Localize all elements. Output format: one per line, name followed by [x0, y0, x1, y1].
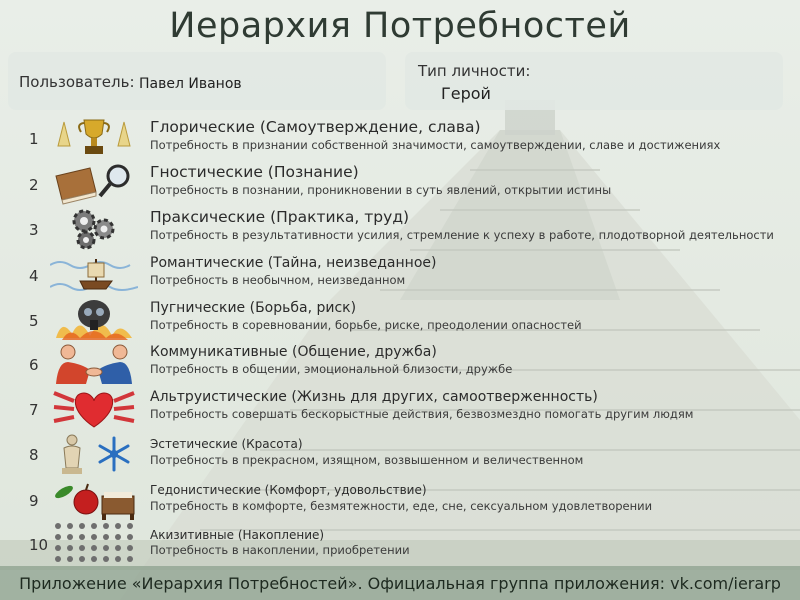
need-description: Потребность в комфорте, безмятежности, еде, сне, сексуальном удовлетворении	[150, 499, 653, 513]
need-number: 1	[29, 130, 39, 148]
need-description: Потребность в признании собственной значимости, самоутверждении, славе и достижениях	[150, 138, 721, 152]
need-number: 4	[29, 267, 39, 285]
need-row	[0, 116, 800, 160]
statue-snowflake-icon	[50, 432, 138, 476]
need-title: Пугнические (Борьба, риск)	[150, 300, 357, 316]
user-label: Пользователь:	[19, 73, 135, 91]
need-title: Гностические (Познание)	[150, 163, 359, 181]
need-number: 10	[29, 536, 49, 554]
need-number: 8	[29, 446, 39, 464]
handshake-icon	[50, 342, 138, 386]
footer-text[interactable]: Приложение «Иерархия Потребностей». Официальная группа приложения: vk.com/ierarp	[19, 574, 781, 593]
need-description: Потребность в познании, проникновении в суть явлений, открытии истины	[150, 183, 612, 197]
need-title: Романтические (Тайна, неизведанное)	[150, 255, 437, 271]
ship-icon	[50, 253, 138, 297]
gasmask-icon	[50, 298, 138, 342]
need-row	[0, 432, 800, 476]
gears-icon	[50, 207, 138, 251]
need-title: Коммуникативные (Общение, дружба)	[150, 344, 437, 360]
apple-bed-icon	[50, 478, 138, 522]
personality-panel	[405, 52, 783, 110]
personality-label: Тип личности:	[418, 62, 531, 80]
need-title: Эстетические (Красота)	[150, 437, 303, 451]
need-row	[0, 387, 800, 431]
need-row	[0, 298, 800, 342]
need-number: 3	[29, 221, 39, 239]
need-title: Альтруистические (Жизнь для других, самоотверженность)	[150, 389, 598, 405]
need-row	[0, 478, 800, 522]
user-panel	[8, 52, 386, 110]
need-description: Потребность в результативности усилия, стремление к успеху в работе, плодотворной деятельности	[150, 228, 774, 242]
footer	[0, 566, 800, 600]
need-row	[0, 342, 800, 386]
need-number: 7	[29, 401, 39, 419]
need-description: Потребность в общении, эмоциональной близости, дружбе	[150, 362, 513, 376]
need-description: Потребность совершать бескорыстные действия, безвозмездно помогать другим людям	[150, 407, 694, 421]
need-title: Праксические (Практика, труд)	[150, 208, 410, 226]
personality-value: Герой	[441, 84, 491, 103]
need-row	[0, 253, 800, 297]
heart-icon	[50, 387, 138, 431]
need-title: Акизитивные (Накопление)	[150, 528, 325, 542]
trophy-icon	[50, 116, 138, 160]
dots-icon	[50, 522, 138, 566]
need-title: Гедонистические (Комфорт, удовольствие)	[150, 483, 427, 497]
need-row	[0, 162, 800, 206]
need-title: Глорические (Самоутверждение, слава)	[150, 118, 481, 136]
need-description: Потребность в соревновании, борьбе, риске, преодолении опасностей	[150, 318, 582, 332]
need-row	[0, 522, 800, 566]
need-description: Потребность в прекрасном, изящном, возвышенном и величественном	[150, 453, 584, 467]
need-row	[0, 207, 800, 251]
book-magnifier-icon	[50, 162, 138, 206]
need-number: 5	[29, 312, 39, 330]
need-description: Потребность в накоплении, приобретении	[150, 543, 410, 557]
need-number: 2	[29, 176, 39, 194]
user-name[interactable]: Павел Иванов	[139, 76, 242, 92]
need-number: 9	[29, 492, 39, 510]
need-description: Потребность в необычном, неизведанном	[150, 273, 406, 287]
page-title: Иерархия Потребностей	[169, 6, 631, 46]
need-number: 6	[29, 356, 39, 374]
